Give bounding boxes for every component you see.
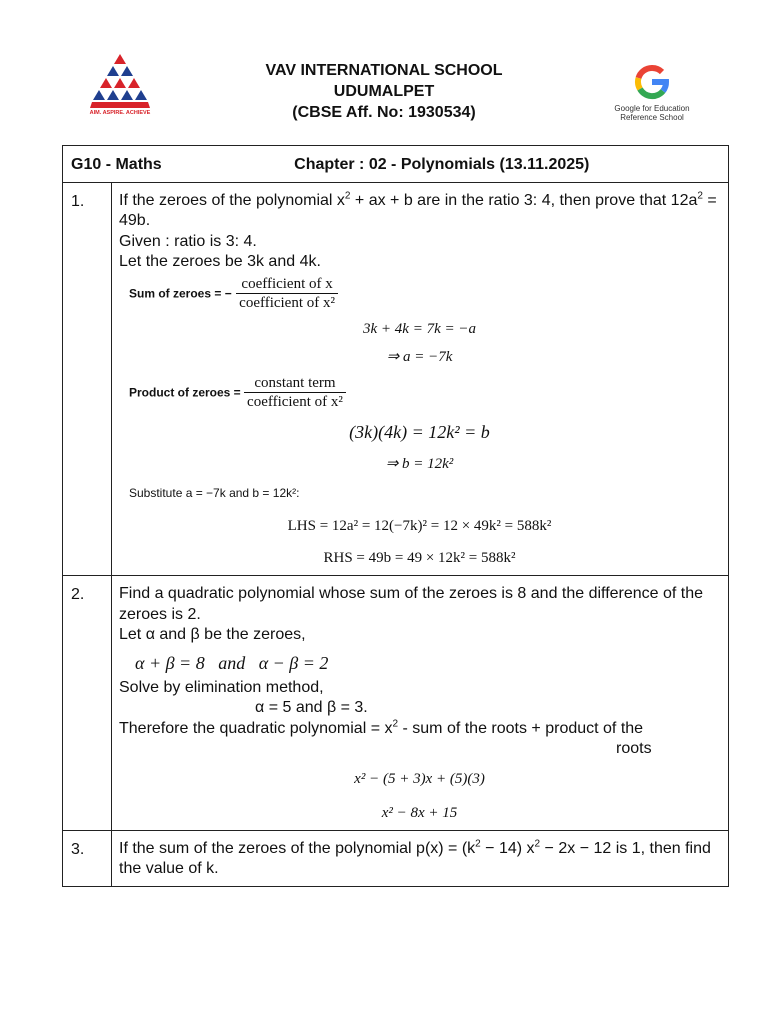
lhs-equation: LHS = 12a² = 12(−7k)² = 12 × 49k² = 588k² xyxy=(287,518,552,534)
question-statement: Find a quadratic polynomial whose sum of the zeroes is 8 and the difference of the zeroes is 2. xyxy=(119,585,704,623)
equation: x² − (5 + 3)x + (5)(3) xyxy=(354,770,485,787)
equation: x² − 8x + 15 xyxy=(381,804,458,821)
equation: α + β = 8 and α − β = 2 xyxy=(135,652,329,673)
question-number: 3. xyxy=(63,830,112,886)
rhs-equation: RHS = 49b = 49 × 12k² = 588k² xyxy=(323,550,516,566)
therefore-line-cont: roots xyxy=(616,740,652,757)
result-line: α = 5 and β = 3. xyxy=(255,699,368,716)
badge-line-2: Reference School xyxy=(620,113,684,122)
table-header-row xyxy=(63,146,729,183)
solve-line: Solve by elimination method, xyxy=(119,678,324,696)
let-line: Let the zeroes be 3k and 4k. xyxy=(119,253,321,270)
question-table xyxy=(62,145,729,887)
question-statement: If the zeroes of the polynomial $x^2$ + ax + b are in the ratio 3: 4, then prove that $12a^2 = 49b$. xyxy=(119,190,717,229)
question-row-3 xyxy=(63,830,729,886)
question-statement: If the sum of the zeroes of the polynomial $p(x) = (k^2 - 14) x^2 - 2x - 12$ is 1, then find the value of k. xyxy=(119,838,711,877)
school-name: VAV INTERNATIONAL SCHOOL xyxy=(265,62,503,79)
equation: (3k)(4k) = 12k² = b xyxy=(349,421,490,442)
school-affiliation: (CBSE Aff. No: 1930534) xyxy=(292,104,476,121)
question-body xyxy=(112,576,729,831)
question-body xyxy=(112,182,729,576)
given-line: Given : ratio is 3: 4. xyxy=(119,232,257,250)
school-town: UDUMALPET xyxy=(333,83,435,100)
question-number: 1. xyxy=(63,182,112,576)
question-row-2 xyxy=(63,576,729,831)
google-reference-badge xyxy=(606,56,698,132)
substitute-line: Substitute a = −7k and b = 12k²: xyxy=(129,485,300,500)
equation: 3k + 4k = 7k = −a xyxy=(363,320,476,337)
product-of-zeroes-formula: Product of zeroes = $\frac{\text{constant term}}{\text{coefficient of x²}}$ xyxy=(129,374,720,411)
badge-line-1: Google for Education xyxy=(614,104,690,113)
question-row-1 xyxy=(63,182,729,576)
question-number: 2. xyxy=(63,576,112,831)
logo-motto: AIM. ASPIRE. ACHIEVE xyxy=(89,110,151,116)
equation: ⇒ b = 12k² xyxy=(385,455,454,472)
question-body xyxy=(112,830,729,886)
chapter-label: Chapter : 02 - Polynomials (13.11.2025) xyxy=(294,156,590,173)
sum-of-zeroes-formula: Sum of zeroes = − $\frac{\text{coefficient of x}}{\text{coefficient of x²}}$ xyxy=(129,275,720,312)
therefore-line: Therefore the quadratic polynomial = $x^2$ - sum of the roots + product of the xyxy=(119,718,644,737)
grade-label: G10 - Maths xyxy=(71,156,162,173)
equation: ⇒ a = −7k xyxy=(386,348,453,365)
let-line: Let α and β be the zeroes, xyxy=(119,626,306,643)
google-g-icon xyxy=(632,62,672,102)
